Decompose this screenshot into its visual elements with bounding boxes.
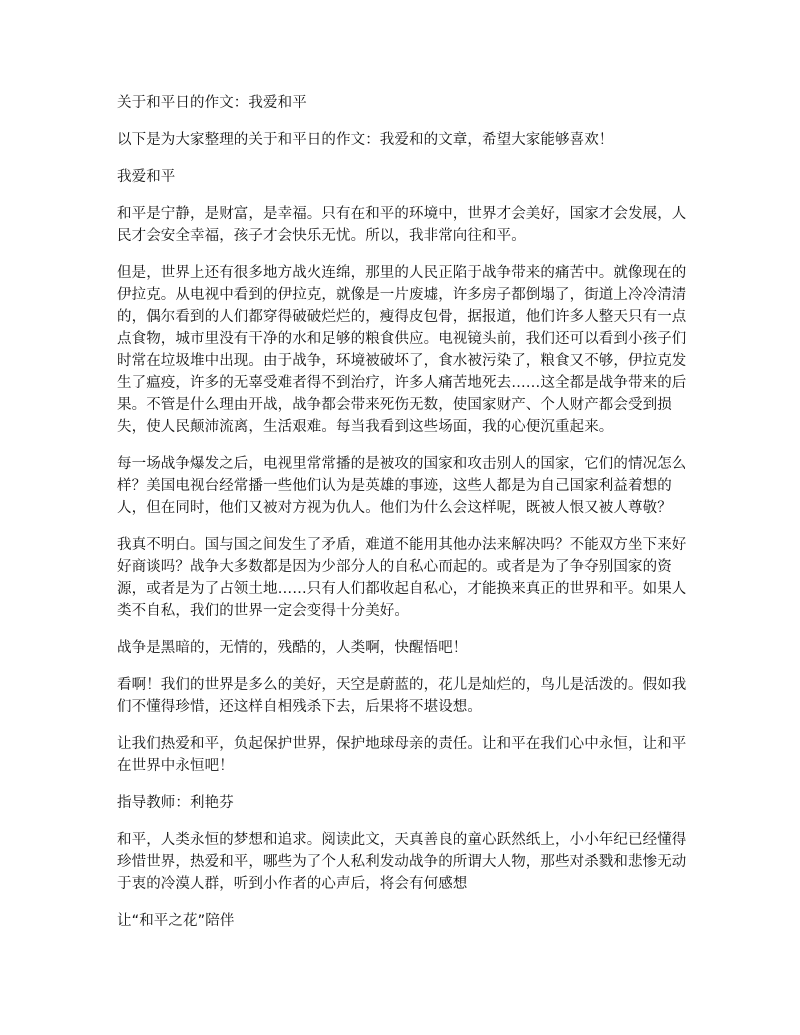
body-paragraph-4: 我真不明白。国与国之间发生了矛盾，难道不能用其他办法来解决吗？不能双方坐下来好好商谈吗？战争大多数都是因为少部分人的自私心而起的。或者是为了争夺别国家的资源，或者是为了占领土地……只有人们都收起自私心，才能换来真正的世界和平。如果人类不自私，我们的世界一定会变得十分美好。 bbox=[117, 537, 687, 619]
body-paragraph-1: 和平是宁静，是财富，是幸福。只有在和平的环境中，世界才会美好，国家才会发展，人民才会安全幸福，孩子才会快乐无忧。所以，我非常向往和平。 bbox=[117, 206, 687, 244]
essay-title: 我爱和平 bbox=[117, 169, 176, 185]
body-paragraph-6: 看啊！我们的世界是多么的美好，天空是蔚蓝的，花儿是灿烂的，鸟儿是活泼的。假如我们不懂得珍惜，还这样自相残杀下去，后果将不堪设想。 bbox=[117, 677, 687, 715]
body-paragraph-5: 战争是黑暗的，无情的，残酷的，人类啊，快醒悟吧！ bbox=[117, 640, 468, 656]
body-paragraph-3: 每一场战争爆发之后，电视里常常播的是被攻的国家和攻击别人的国家，它们的情况怎么样？美国电视台经常播一些他们认为是英雄的事迹，这些人都是为自己国家利益着想的人，但在同时，他们又被对方视为仇人。他们为什么会这样呢，既被人恨又被人尊敬？ bbox=[117, 456, 687, 516]
teacher-comment: 和平，人类永恒的梦想和追求。阅读此文，天真善良的童心跃然纸上，小小年纪已经懂得珍惜世界，热爱和平，哪些为了个人私利发动战争的所谓大人物，那些对杀戮和悲惨无动于衷的冷漠人群，听到小作者的心声后，将会有何感想 bbox=[117, 832, 687, 892]
document-page bbox=[117, 92, 687, 947]
intro-paragraph: 以下是为大家整理的关于和平日的作文：我爱和的文章，希望大家能够喜欢！ bbox=[117, 132, 614, 148]
document-title: 关于和平日的作文：我爱和平 bbox=[117, 95, 307, 111]
body-paragraph-7: 让我们热爱和平，负起保护世界，保护地球母亲的责任。让和平在我们心中永恒，让和平在世界中永恒吧！ bbox=[117, 736, 687, 774]
teacher-label: 指导教师：利艳芬 bbox=[117, 795, 234, 811]
body-paragraph-2: 但是，世界上还有很多地方战火连绵，那里的人民正陷于战争带来的痛苦中。就像现在的伊拉克。从电视中看到的伊拉克，就像是一片废墟，许多房子都倒塌了，街道上冷冷清清的，偶尔看到的人们都穿得破破烂烂的，瘦得皮包骨，据报道，他们许多人整天只有一点点食物，城市里没有干净的水和足够的粮食供应。电视镜头前，我们还可以看到小孩子们时常在垃圾堆中出现。由于战争，环境被破坏了，食水被污染了，粮食又不够，伊拉克发生了瘟疫，许多的无辜受难者得不到治疗，许多人痛苦地死去……这全都是战争带来的后果。不管是什么理由开战，战争都会带来死伤无数，使国家财产、个人财产都会受到损失，使人民颠沛流离，生活艰难。每当我看到这些场面，我的心便沉重起来。 bbox=[117, 265, 687, 435]
next-section-title: 让“和平之花”陪伴 bbox=[117, 913, 235, 929]
